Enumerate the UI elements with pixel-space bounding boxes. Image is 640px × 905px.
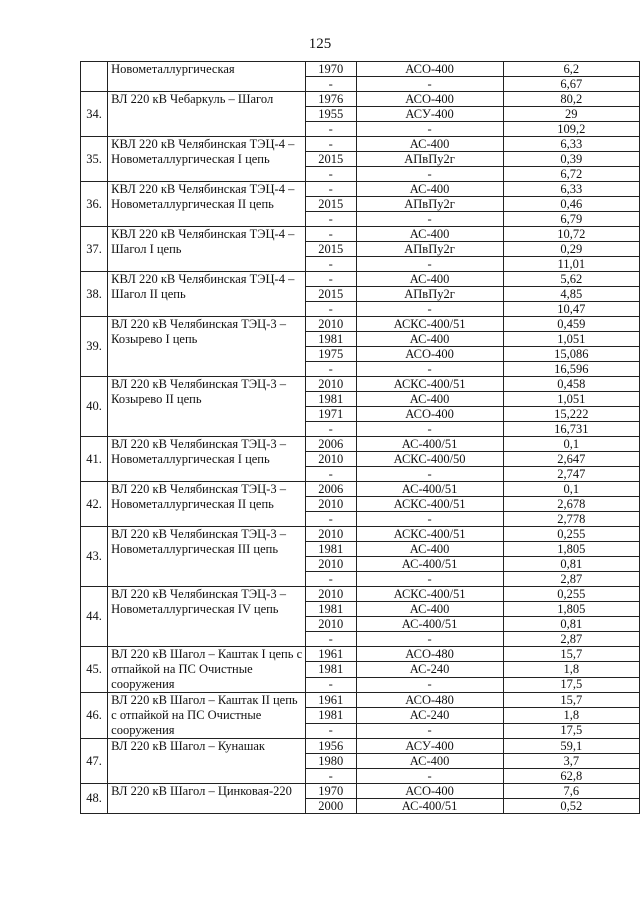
- line-name-cell: КВЛ 220 кВ Челябинская ТЭЦ-4 – Шагол II цепь: [108, 272, 306, 317]
- wire-type-cell: АПвПу2г: [356, 152, 503, 167]
- year-cell: 1955: [305, 107, 356, 122]
- length-cell: 10,47: [503, 302, 639, 317]
- length-cell: 109,2: [503, 122, 639, 137]
- wire-type-cell: -: [356, 77, 503, 92]
- row-number-cell: 36.: [81, 182, 108, 227]
- length-cell: 17,5: [503, 723, 639, 738]
- year-cell: 2006: [305, 437, 356, 452]
- wire-type-cell: АСКС-400/51: [356, 587, 503, 602]
- length-cell: 2,778: [503, 512, 639, 527]
- line-name-cell: ВЛ 220 кВ Челябинская ТЭЦ-3 – Новометаллургическая I цепь: [108, 437, 306, 482]
- year-cell: -: [305, 467, 356, 482]
- length-cell: 15,086: [503, 347, 639, 362]
- length-cell: 6,79: [503, 212, 639, 227]
- table-row: [81, 482, 640, 497]
- length-cell: 0,1: [503, 482, 639, 497]
- year-cell: 1981: [305, 662, 356, 677]
- year-cell: 2015: [305, 242, 356, 257]
- year-cell: -: [305, 362, 356, 377]
- wire-type-cell: АСО-400: [356, 347, 503, 362]
- wire-type-cell: АСУ-400: [356, 107, 503, 122]
- year-cell: 1961: [305, 647, 356, 662]
- table-body: [81, 62, 640, 814]
- wire-type-cell: -: [356, 677, 503, 692]
- wire-type-cell: АСКС-400/51: [356, 317, 503, 332]
- row-number-cell: 45.: [81, 647, 108, 693]
- row-number-cell: 44.: [81, 587, 108, 647]
- year-cell: 1981: [305, 708, 356, 723]
- length-cell: 2,87: [503, 572, 639, 587]
- wire-type-cell: АС-400/51: [356, 482, 503, 497]
- length-cell: 62,8: [503, 769, 639, 784]
- year-cell: 1981: [305, 332, 356, 347]
- wire-type-cell: -: [356, 769, 503, 784]
- wire-type-cell: АСО-400: [356, 784, 503, 799]
- year-cell: -: [305, 572, 356, 587]
- line-name-cell: ВЛ 220 кВ Шагол – Цинковая-220: [108, 784, 306, 814]
- year-cell: 2010: [305, 497, 356, 512]
- year-cell: 2010: [305, 452, 356, 467]
- year-cell: 1976: [305, 92, 356, 107]
- wire-type-cell: АПвПу2г: [356, 242, 503, 257]
- length-cell: 1,051: [503, 392, 639, 407]
- line-name-cell: ВЛ 220 кВ Челябинская ТЭЦ-3 – Козырево I цепь: [108, 317, 306, 377]
- year-cell: -: [305, 122, 356, 137]
- length-cell: 0,458: [503, 377, 639, 392]
- year-cell: -: [305, 272, 356, 287]
- year-cell: -: [305, 77, 356, 92]
- row-number-cell: 42.: [81, 482, 108, 527]
- wire-type-cell: АС-400: [356, 227, 503, 242]
- table-row: [81, 527, 640, 542]
- wire-type-cell: -: [356, 122, 503, 137]
- wire-type-cell: -: [356, 257, 503, 272]
- wire-type-cell: АПвПу2г: [356, 197, 503, 212]
- year-cell: -: [305, 227, 356, 242]
- year-cell: 1961: [305, 693, 356, 708]
- line-name-cell: ВЛ 220 кВ Чебаркуль – Шагол: [108, 92, 306, 137]
- row-number-cell: 35.: [81, 137, 108, 182]
- wire-type-cell: АС-400: [356, 272, 503, 287]
- wire-type-cell: -: [356, 212, 503, 227]
- row-number-cell: 43.: [81, 527, 108, 587]
- wire-type-cell: -: [356, 467, 503, 482]
- length-cell: 0,459: [503, 317, 639, 332]
- row-number-cell: 41.: [81, 437, 108, 482]
- length-cell: 15,7: [503, 693, 639, 708]
- wire-type-cell: -: [356, 167, 503, 182]
- year-cell: 1956: [305, 739, 356, 754]
- line-name-cell: ВЛ 220 кВ Шагол – Каштак I цепь с отпайкой на ПС Очистные сооружения: [108, 647, 306, 693]
- length-cell: 2,678: [503, 497, 639, 512]
- wire-type-cell: АС-400: [356, 137, 503, 152]
- wire-type-cell: АС-400: [356, 602, 503, 617]
- year-cell: 2006: [305, 482, 356, 497]
- year-cell: -: [305, 212, 356, 227]
- wire-type-cell: АС-400/51: [356, 437, 503, 452]
- table-row: [81, 182, 640, 197]
- length-cell: 1,8: [503, 662, 639, 677]
- length-cell: 10,72: [503, 227, 639, 242]
- page-number: 125: [308, 36, 332, 52]
- length-cell: 17,5: [503, 677, 639, 692]
- table-row: [81, 227, 640, 242]
- year-cell: 2010: [305, 557, 356, 572]
- year-cell: 1981: [305, 602, 356, 617]
- wire-type-cell: АС-400/51: [356, 557, 503, 572]
- length-cell: 0,81: [503, 557, 639, 572]
- line-name-cell: ВЛ 220 кВ Шагол – Кунашак: [108, 739, 306, 784]
- table-row: [81, 647, 640, 662]
- length-cell: 0,255: [503, 527, 639, 542]
- year-cell: -: [305, 137, 356, 152]
- wire-type-cell: -: [356, 723, 503, 738]
- wire-type-cell: АСО-480: [356, 693, 503, 708]
- length-cell: 0,46: [503, 197, 639, 212]
- row-number-cell: 34.: [81, 92, 108, 137]
- wire-type-cell: АС-400: [356, 542, 503, 557]
- year-cell: 1981: [305, 392, 356, 407]
- wire-type-cell: АС-400/51: [356, 617, 503, 632]
- length-cell: 16,596: [503, 362, 639, 377]
- year-cell: 1971: [305, 407, 356, 422]
- year-cell: -: [305, 512, 356, 527]
- table-row: [81, 92, 640, 107]
- year-cell: 2015: [305, 152, 356, 167]
- line-name-cell: ВЛ 220 кВ Челябинская ТЭЦ-3 – Козырево II цепь: [108, 377, 306, 437]
- wire-type-cell: АСКС-400/50: [356, 452, 503, 467]
- wire-type-cell: АСО-480: [356, 647, 503, 662]
- length-cell: 0,39: [503, 152, 639, 167]
- table-row: [81, 317, 640, 332]
- wire-type-cell: АС-400: [356, 754, 503, 769]
- wire-type-cell: АСО-400: [356, 407, 503, 422]
- year-cell: -: [305, 302, 356, 317]
- length-cell: 6,67: [503, 77, 639, 92]
- year-cell: 1981: [305, 542, 356, 557]
- row-number-cell: 38.: [81, 272, 108, 317]
- wire-type-cell: -: [356, 302, 503, 317]
- year-cell: 2015: [305, 197, 356, 212]
- row-number-cell: 37.: [81, 227, 108, 272]
- row-number-cell: 48.: [81, 784, 108, 814]
- length-cell: 1,051: [503, 332, 639, 347]
- table-row: [81, 784, 640, 799]
- table-row: [81, 739, 640, 754]
- wire-type-cell: -: [356, 572, 503, 587]
- wire-type-cell: -: [356, 512, 503, 527]
- line-name-cell: ВЛ 220 кВ Челябинская ТЭЦ-3 – Новометаллургическая IV цепь: [108, 587, 306, 647]
- year-cell: 2010: [305, 377, 356, 392]
- year-cell: 2010: [305, 617, 356, 632]
- length-cell: 15,222: [503, 407, 639, 422]
- wire-type-cell: АС-400: [356, 182, 503, 197]
- wire-type-cell: АС-400: [356, 332, 503, 347]
- table-row: [81, 137, 640, 152]
- length-cell: 6,33: [503, 182, 639, 197]
- length-cell: 59,1: [503, 739, 639, 754]
- wire-type-cell: АС-240: [356, 708, 503, 723]
- line-name-cell: КВЛ 220 кВ Челябинская ТЭЦ-4 – Шагол I цепь: [108, 227, 306, 272]
- year-cell: 2010: [305, 317, 356, 332]
- year-cell: 1970: [305, 62, 356, 77]
- year-cell: -: [305, 182, 356, 197]
- wire-type-cell: АСО-400: [356, 62, 503, 77]
- length-cell: 1,8: [503, 708, 639, 723]
- wire-type-cell: -: [356, 632, 503, 647]
- wire-type-cell: АС-240: [356, 662, 503, 677]
- year-cell: 2000: [305, 799, 356, 814]
- year-cell: -: [305, 632, 356, 647]
- year-cell: -: [305, 769, 356, 784]
- line-name-cell: Новометаллургическая: [108, 62, 306, 92]
- year-cell: 1975: [305, 347, 356, 362]
- year-cell: -: [305, 257, 356, 272]
- length-cell: 2,747: [503, 467, 639, 482]
- wire-type-cell: -: [356, 422, 503, 437]
- table-row: [81, 693, 640, 708]
- wire-type-cell: АС-400: [356, 392, 503, 407]
- length-cell: 2,87: [503, 632, 639, 647]
- length-cell: 0,81: [503, 617, 639, 632]
- line-name-cell: ВЛ 220 кВ Шагол – Каштак II цепь с отпайкой на ПС Очистные сооружения: [108, 693, 306, 739]
- wire-type-cell: АПвПу2г: [356, 287, 503, 302]
- year-cell: 2015: [305, 287, 356, 302]
- length-cell: 0,29: [503, 242, 639, 257]
- row-number-cell: 47.: [81, 739, 108, 784]
- length-cell: 0,52: [503, 799, 639, 814]
- table-row: [81, 437, 640, 452]
- table-row: [81, 62, 640, 77]
- length-cell: 6,72: [503, 167, 639, 182]
- wire-type-cell: -: [356, 362, 503, 377]
- year-cell: -: [305, 422, 356, 437]
- year-cell: 1970: [305, 784, 356, 799]
- length-cell: 0,1: [503, 437, 639, 452]
- wire-type-cell: АСУ-400: [356, 739, 503, 754]
- length-cell: 3,7: [503, 754, 639, 769]
- table-row: [81, 587, 640, 602]
- line-name-cell: КВЛ 220 кВ Челябинская ТЭЦ-4 – Новометаллургическая II цепь: [108, 182, 306, 227]
- wire-type-cell: АС-400/51: [356, 799, 503, 814]
- length-cell: 15,7: [503, 647, 639, 662]
- year-cell: -: [305, 723, 356, 738]
- year-cell: -: [305, 677, 356, 692]
- length-cell: 16,731: [503, 422, 639, 437]
- year-cell: 1980: [305, 754, 356, 769]
- line-name-cell: ВЛ 220 кВ Челябинская ТЭЦ-3 – Новометаллургическая II цепь: [108, 482, 306, 527]
- row-number-cell: 46.: [81, 693, 108, 739]
- length-cell: 2,647: [503, 452, 639, 467]
- length-cell: 11,01: [503, 257, 639, 272]
- year-cell: 2010: [305, 527, 356, 542]
- length-cell: 1,805: [503, 542, 639, 557]
- row-number-cell: 40.: [81, 377, 108, 437]
- wire-type-cell: АСКС-400/51: [356, 377, 503, 392]
- length-cell: 5,62: [503, 272, 639, 287]
- length-cell: 80,2: [503, 92, 639, 107]
- length-cell: 0,255: [503, 587, 639, 602]
- wire-type-cell: АСКС-400/51: [356, 497, 503, 512]
- table-row: [81, 272, 640, 287]
- wire-type-cell: АСО-400: [356, 92, 503, 107]
- power-lines-table: [80, 61, 640, 814]
- line-name-cell: ВЛ 220 кВ Челябинская ТЭЦ-3 – Новометаллургическая III цепь: [108, 527, 306, 587]
- year-cell: -: [305, 167, 356, 182]
- row-number-cell: 39.: [81, 317, 108, 377]
- row-number-cell: [81, 62, 108, 92]
- length-cell: 4,85: [503, 287, 639, 302]
- wire-type-cell: АСКС-400/51: [356, 527, 503, 542]
- length-cell: 1,805: [503, 602, 639, 617]
- line-name-cell: КВЛ 220 кВ Челябинская ТЭЦ-4 – Новометаллургическая I цепь: [108, 137, 306, 182]
- length-cell: 6,2: [503, 62, 639, 77]
- length-cell: 7,6: [503, 784, 639, 799]
- year-cell: 2010: [305, 587, 356, 602]
- length-cell: 29: [503, 107, 639, 122]
- length-cell: 6,33: [503, 137, 639, 152]
- table-row: [81, 377, 640, 392]
